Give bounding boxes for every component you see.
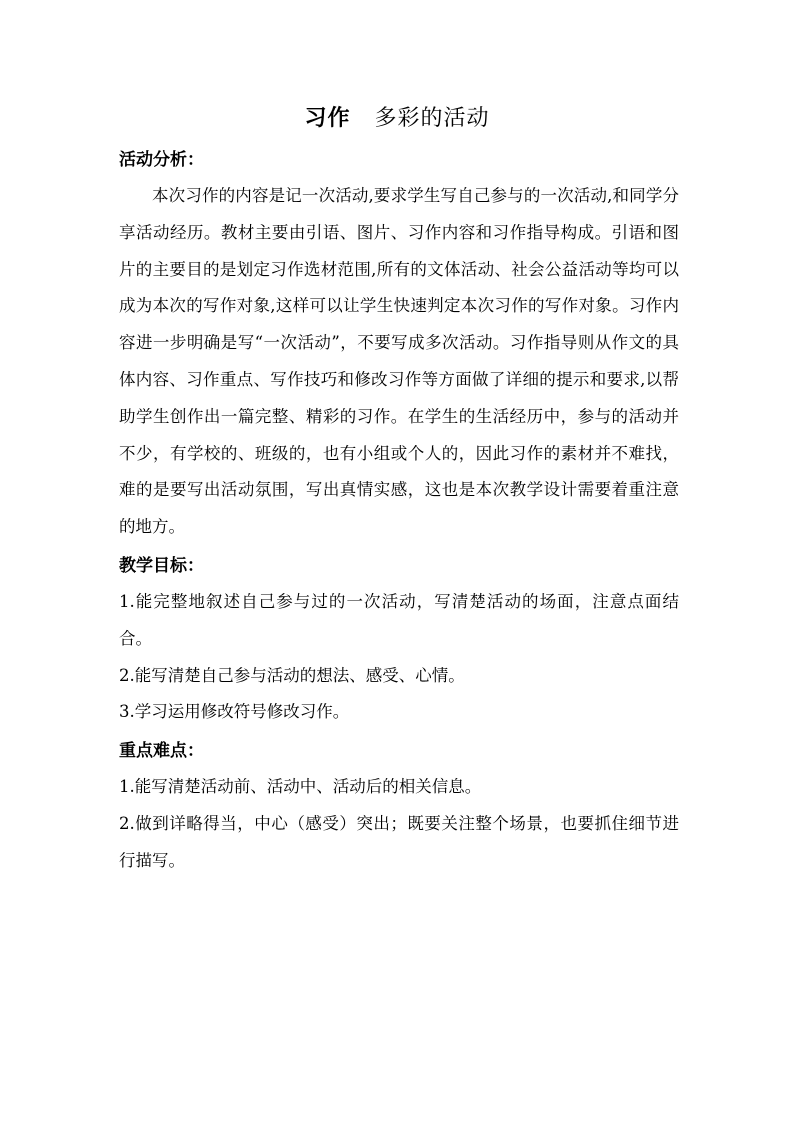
- key-point-item-2: 2.做到详略得当，中心（感受）突出；既要关注整个场景，也要抓住细节进行描写。: [119, 813, 679, 870]
- key-point-item-1: 1.能写清楚活动前、活动中、活动后的相关信息。: [119, 777, 482, 797]
- goal-item-2: 2.能写清楚自己参与活动的想法、感受、心情。: [119, 665, 465, 685]
- title-subtitle: 多彩的活动: [374, 106, 490, 131]
- title-main: 习作: [304, 105, 351, 131]
- goals-list: [119, 584, 679, 731]
- analysis-paragraph: 本次习作的内容是记一次活动,要求学生写自己参与的一次活动,和同学分享活动经历。教材主要由引语、图片、习作内容和习作指导构成。引语和图片的主要目的是划定习作选材范围,所有的文体活动、社会公益活动等均可以成为本次的写作对象,这样可以让学生快速判定本次习作的写作对象。习作内容进一步明确是写“一次活动”，不要写成多次活动。习作指导则从作文的具体内容、习作重点、写作技巧和修改习作等方面做了详细的提示和要求,以帮助学生创作出一篇完整、精彩的习作。在学生的生活经历中，参与的活动并不少，有学校的、班级的，也有小组或个人的，因此习作的素材并不难找，难的是要写出活动氛围，写出真情实感，这也是本次教学设计需要着重注意的地方。: [119, 186, 679, 537]
- goal-item-1: 1.能完整地叙述自己参与过的一次活动，写清楚活动的场面，注意点面结合。: [119, 591, 679, 648]
- section-heading-goals: 教学目标：: [119, 555, 204, 576]
- document-body: [119, 142, 679, 880]
- key-points-list: [119, 769, 679, 879]
- document-title: [0, 100, 794, 137]
- goal-item-3: 3.学习运用修改符号修改习作。: [119, 702, 350, 722]
- section-heading-analysis: 活动分析：: [119, 150, 204, 170]
- section-heading-key-points: 重点难点：: [119, 741, 204, 762]
